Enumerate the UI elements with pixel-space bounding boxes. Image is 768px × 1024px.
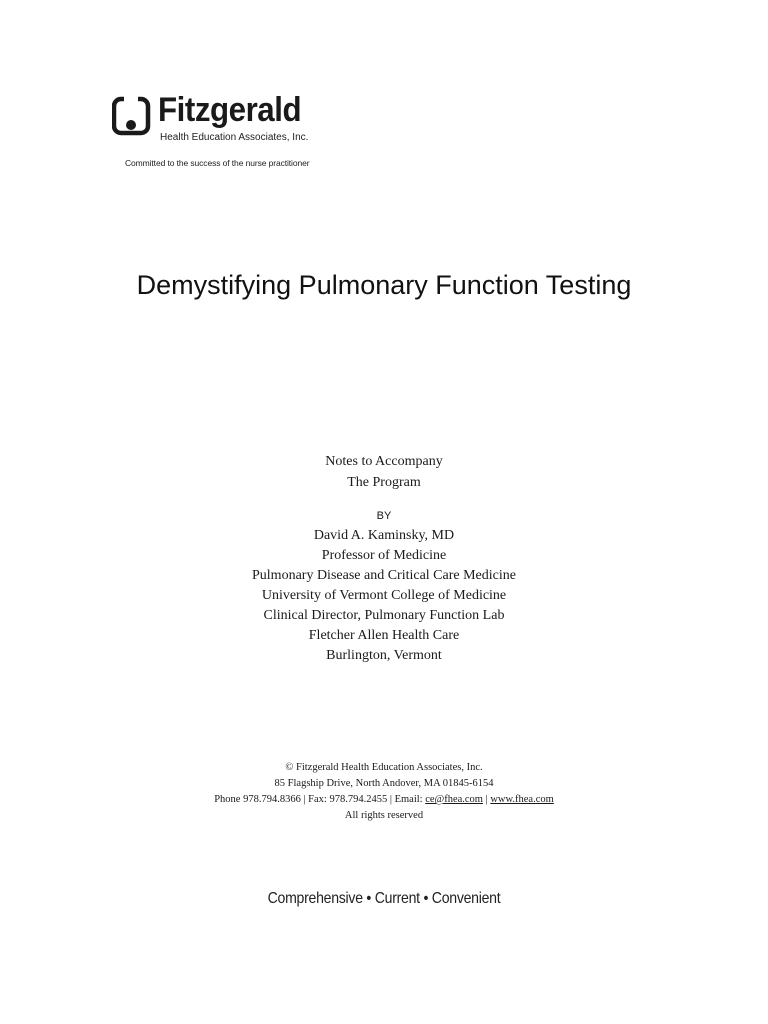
footer-contact — [0, 792, 768, 808]
brand-tagline: Committed to the success of the nurse practitioner — [125, 158, 310, 168]
by-label: BY — [376, 510, 392, 522]
fitzgerald-logo-icon — [112, 94, 152, 138]
brand-name: Fitzgerald — [158, 91, 302, 129]
author-location: Burlington, Vermont — [326, 648, 442, 663]
author-hospital: Fletcher Allen Health Care — [308, 628, 460, 643]
brand-subtitle: Health Education Associates, Inc. — [160, 132, 309, 143]
author-title: Professor of Medicine — [321, 548, 447, 563]
footer-copyright: © Fitzgerald Health Education Associates, Inc. — [285, 762, 483, 773]
author-name: David A. Kaminsky, MD — [313, 528, 455, 543]
footer-contact-text: Phone 978.794.8366 | Fax: 978.794.2455 | Email: — [214, 794, 426, 805]
footer-rights: All rights reserved — [344, 810, 424, 821]
footer-separator: | — [482, 794, 491, 805]
document-title: Demystifying Pulmonary Function Testing — [136, 270, 632, 300]
slogan: Comprehensive • Current • Convenient — [267, 890, 501, 907]
notes-block — [0, 451, 768, 493]
notes-line-2: The Program — [347, 475, 421, 490]
website-link[interactable]: www.fhea.com — [490, 794, 554, 805]
footer — [0, 760, 768, 824]
notes-line-1: Notes to Accompany — [325, 454, 443, 469]
author-department: Pulmonary Disease and Critical Care Medicine — [252, 568, 516, 583]
author-role: Clinical Director, Pulmonary Function Lab — [263, 608, 505, 623]
author-institution: University of Vermont College of Medicine — [261, 588, 507, 603]
author-block — [0, 526, 768, 666]
email-link[interactable]: ce@fhea.com — [425, 794, 483, 805]
logo — [112, 92, 372, 144]
footer-address: 85 Flagship Drive, North Andover, MA 01845-6154 — [274, 778, 494, 789]
